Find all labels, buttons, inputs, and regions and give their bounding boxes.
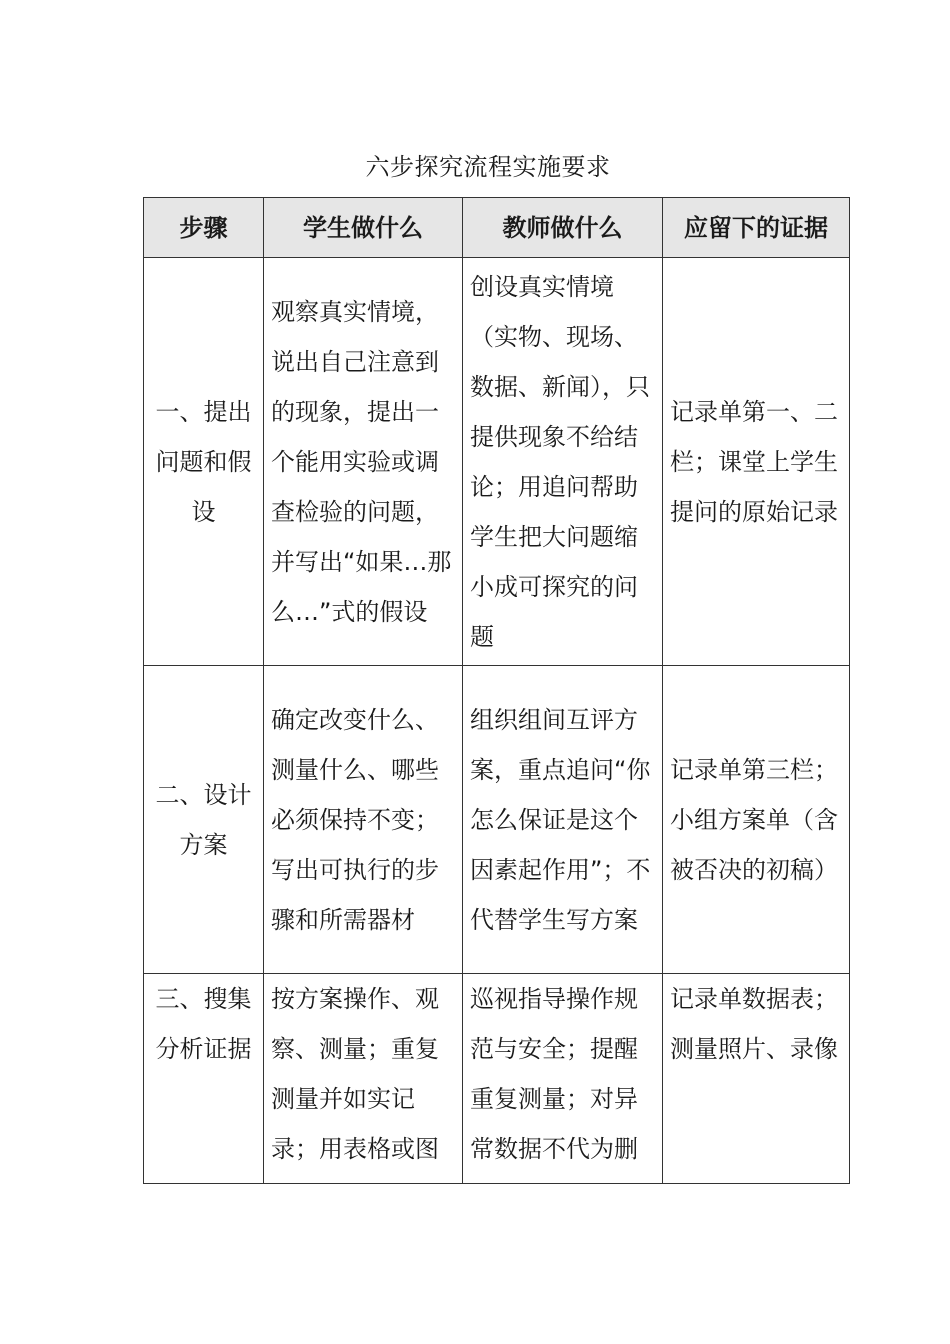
table-row	[144, 258, 850, 666]
teacher-cell: 创设真实情境（实物、现场、数据、新闻），只提供现象不给结论；用追问帮助学生把大问题缩小成可探究的问题	[463, 258, 663, 666]
table-row	[144, 974, 850, 1184]
student-cell: 观察真实情境，说出自己注意到的现象，提出一个能用实验或调查检验的问题，并写出“如果…那么…”式的假设	[264, 258, 463, 666]
step-cell	[144, 974, 264, 1184]
header-student: 学生做什么	[264, 198, 463, 258]
evidence-cell	[663, 974, 850, 1184]
header-step: 步骤	[144, 198, 264, 258]
evidence-text: 记录单数据表；测量照片、录像	[670, 985, 838, 1063]
header-teacher: 教师做什么	[463, 198, 663, 258]
step-cell: 二、设计方案	[144, 666, 264, 974]
student-text: 按方案操作、观察、测量；重复测量并如实记录；用表格或图	[271, 985, 439, 1163]
document-title: 六步探究流程实施要求	[365, 153, 611, 181]
teacher-text: 巡视指导操作规范与安全；提醒重复测量；对异常数据不代为删	[470, 985, 638, 1163]
teacher-cell	[463, 974, 663, 1184]
step-cell: 一、提出问题和假设	[144, 258, 264, 666]
student-cell: 确定改变什么、测量什么、哪些必须保持不变；写出可执行的步骤和所需器材	[264, 666, 463, 974]
evidence-cell: 记录单第三栏；小组方案单（含被否决的初稿）	[663, 666, 850, 974]
table-row	[144, 666, 850, 974]
step-text: 三、搜集分析证据	[155, 985, 252, 1063]
procedure-table	[143, 197, 850, 1184]
student-cell	[264, 974, 463, 1184]
header-evidence: 应留下的证据	[663, 198, 850, 258]
table-header-row	[144, 198, 850, 258]
evidence-cell: 记录单第一、二栏；课堂上学生提问的原始记录	[663, 258, 850, 666]
teacher-cell: 组织组间互评方案，重点追问“你怎么保证是这个因素起作用”；不代替学生写方案	[463, 666, 663, 974]
